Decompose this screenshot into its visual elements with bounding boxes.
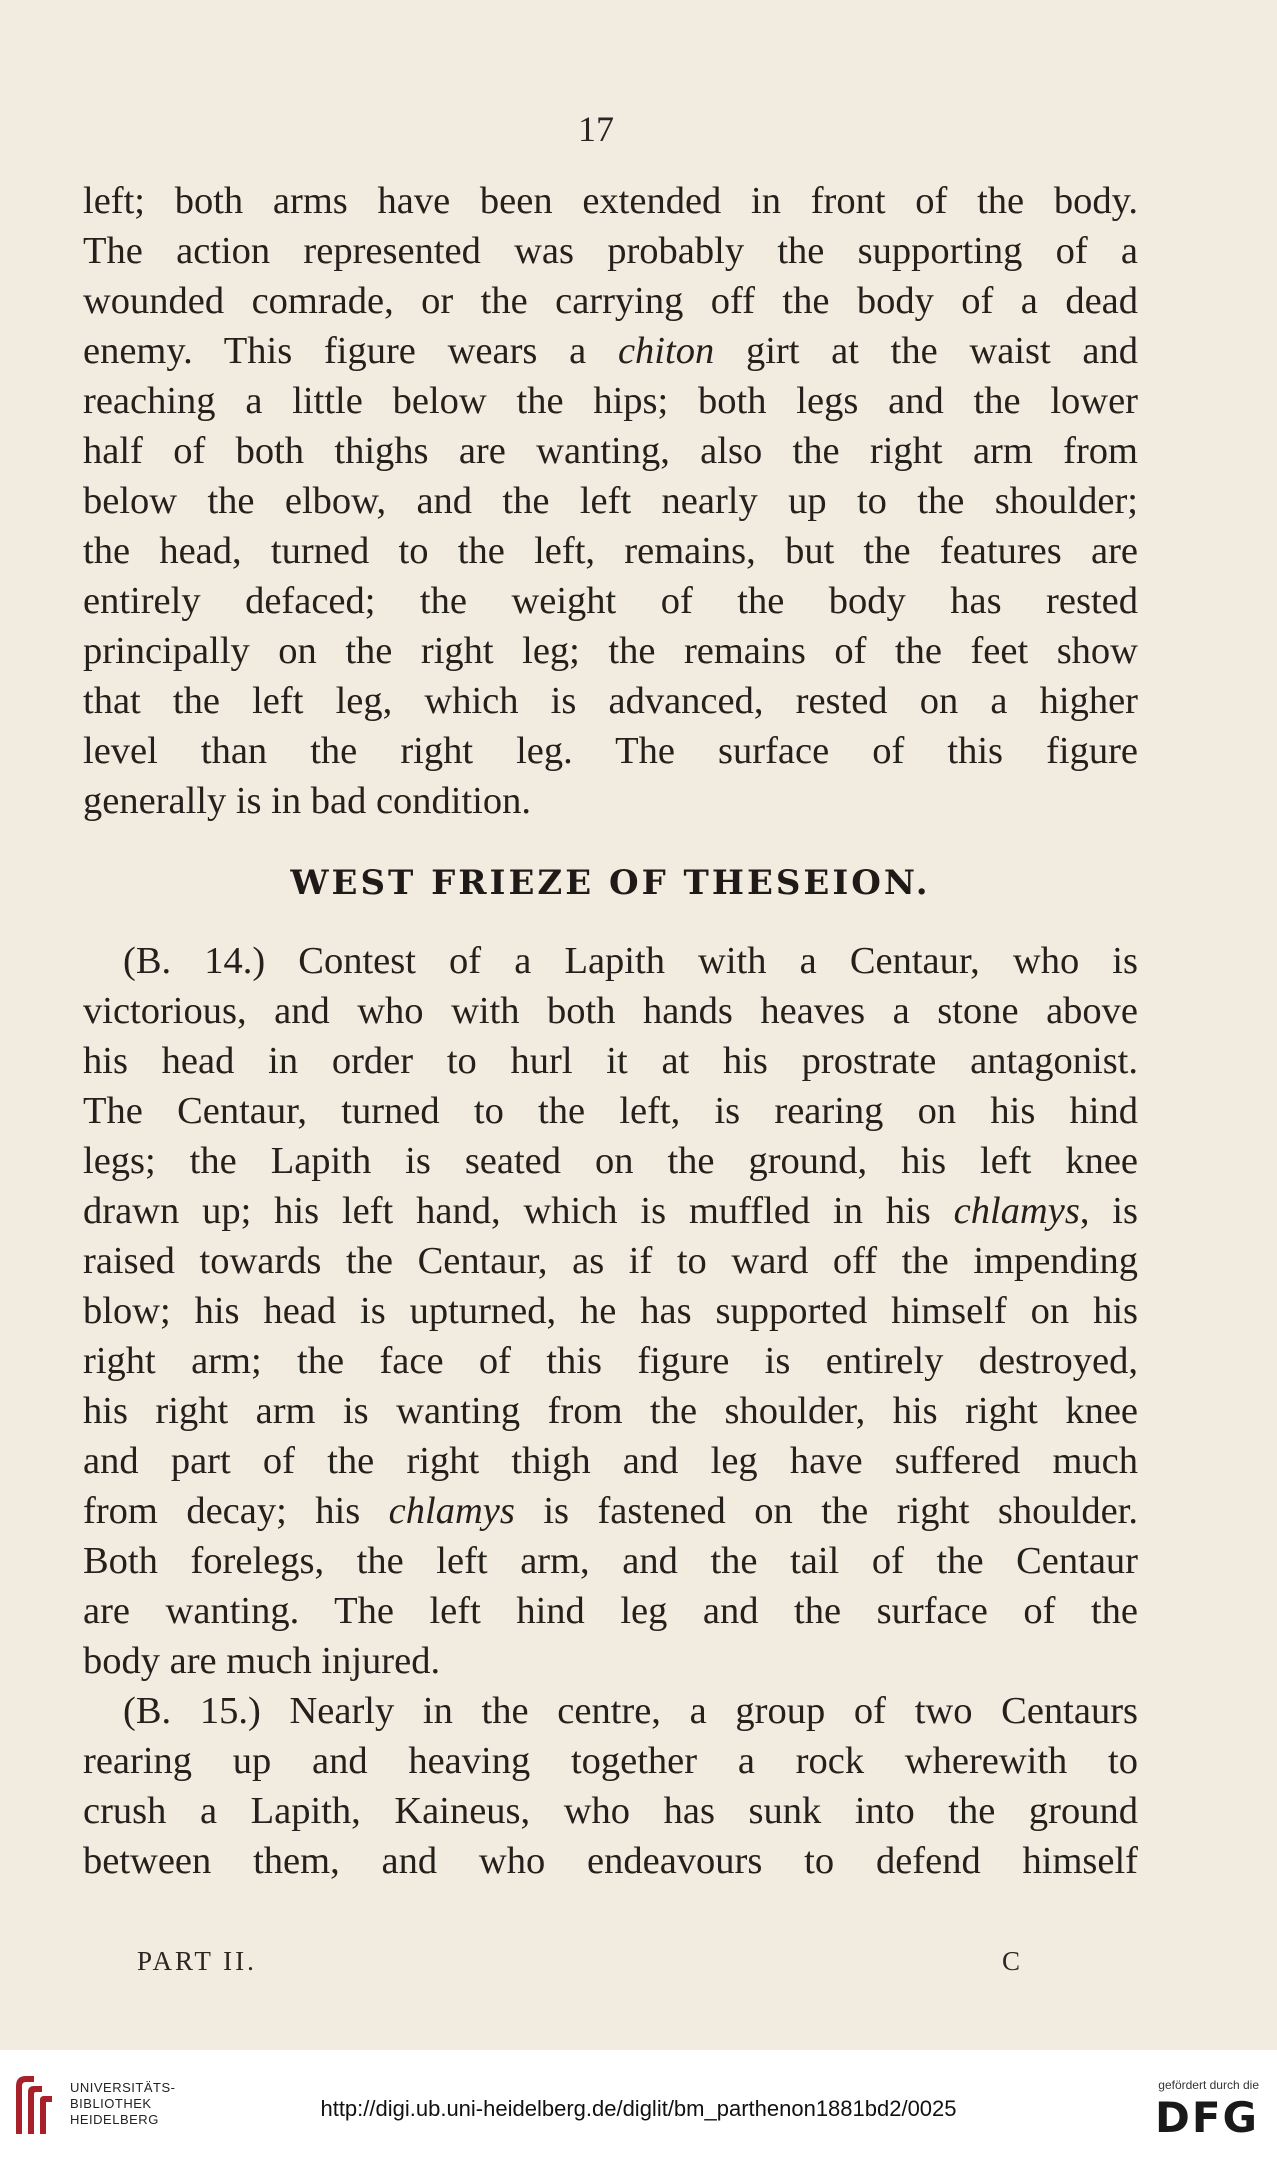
signature-mark: PART II. [137, 1946, 257, 1976]
text-line: The action represented was probably the supporting of a [83, 230, 1138, 272]
text-body [83, 176, 1138, 1886]
library-name-line: HEIDELBERG [70, 2112, 159, 2127]
italic-term: chlamys [953, 1190, 1080, 1232]
text-line: the head, turned to the left, remains, but the features are [83, 530, 1138, 572]
library-name-line: UNIVERSITÄTS- [70, 2080, 176, 2095]
text-line: principally on the right leg; the remains of the feet show [83, 630, 1138, 672]
text-line: wounded comrade, or the carrying off the body of a dead [83, 280, 1138, 322]
text-line: his right arm is wanting from the shoulder, his right knee [83, 1390, 1138, 1432]
dfg-funder-logo[interactable] [1119, 2078, 1259, 2148]
text-line-mixed [83, 1186, 1138, 1236]
text-line: raised towards the Centaur, as if to ward off the impending [83, 1240, 1138, 1282]
page-number: 17 [578, 109, 614, 149]
text-line: (B. 15.) Nearly in the centre, a group of two Centaurs [123, 1690, 1138, 1732]
text-line: between them, and who endeavours to defend himself [83, 1840, 1138, 1882]
text-line: his head in order to hurl it at his prostrate antagonist. [83, 1040, 1138, 1082]
text-line: entirely defaced; the weight of the body has rested [83, 580, 1138, 622]
text-line: are wanting. The left hind leg and the surface of the [83, 1590, 1138, 1632]
funder-note: gefördert durch die [1158, 2078, 1259, 2092]
text-line: generally is in bad condition. [83, 780, 531, 822]
italic-term: chlamys [388, 1490, 515, 1532]
text-line: blow; his head is upturned, he has supported himself on his [83, 1290, 1138, 1332]
text-line: that the left leg, which is advanced, rested on a higher [83, 680, 1138, 722]
dfg-logo-text: DFG [1154, 2093, 1259, 2142]
text-segment: is fastened on the right shoulder. [543, 1490, 1139, 1532]
text-line: Both forelegs, the left arm, and the tail of the Centaur [83, 1540, 1138, 1582]
text-segment: from decay; his [83, 1490, 361, 1532]
text-line: The Centaur, turned to the left, is rearing on his hind [83, 1090, 1138, 1132]
text-segment: drawn up; his left hand, which is muffled in his [83, 1190, 931, 1232]
text-line: half of both thighs are wanting, also the right arm from [83, 430, 1138, 472]
signature-letter: C [1002, 1946, 1021, 1976]
paragraph-3 [83, 1686, 1138, 1886]
text-line: right arm; the face of this figure is entirely destroyed, [83, 1340, 1138, 1382]
text-segment: enemy. This figure wears a [83, 330, 587, 372]
section-heading: WEST FRIEZE OF THESEION. [290, 863, 931, 903]
italic-term: chiton [617, 330, 715, 372]
permalink-url[interactable]: http://digi.ub.uni-heidelberg.de/diglit/bm_parthenon1881bd2/0025 [320, 2096, 957, 2121]
text-line: left; both arms have been extended in front of the body. [83, 180, 1138, 222]
text-line: reaching a little below the hips; both legs and the lower [83, 380, 1138, 422]
text-segment: , is [1079, 1190, 1138, 1232]
text-segment: girt at the waist and [745, 330, 1139, 372]
text-line: (B. 14.) Contest of a Lapith with a Centaur, who is [123, 940, 1138, 982]
text-line: rearing up and heaving together a rock wherewith to [83, 1740, 1138, 1782]
text-line: legs; the Lapith is seated on the ground, his left knee [83, 1140, 1138, 1182]
text-line: and part of the right thigh and leg have suffered much [83, 1440, 1138, 1482]
library-name-line: BIBLIOTHEK [70, 2096, 152, 2111]
paragraph-2 [83, 936, 1138, 1686]
text-line: level than the right leg. The surface of this figure [83, 730, 1138, 772]
text-line: body are much injured. [83, 1640, 441, 1682]
paragraph-1 [83, 176, 1138, 826]
text-line: victorious, and who with both hands heaves a stone above [83, 990, 1138, 1032]
text-line-mixed [83, 1486, 1138, 1536]
text-line: crush a Lapith, Kaineus, who has sunk into the ground [83, 1790, 1138, 1832]
text-line-mixed [83, 326, 1138, 376]
text-line: below the elbow, and the left nearly up to the shoulder; [83, 480, 1138, 522]
